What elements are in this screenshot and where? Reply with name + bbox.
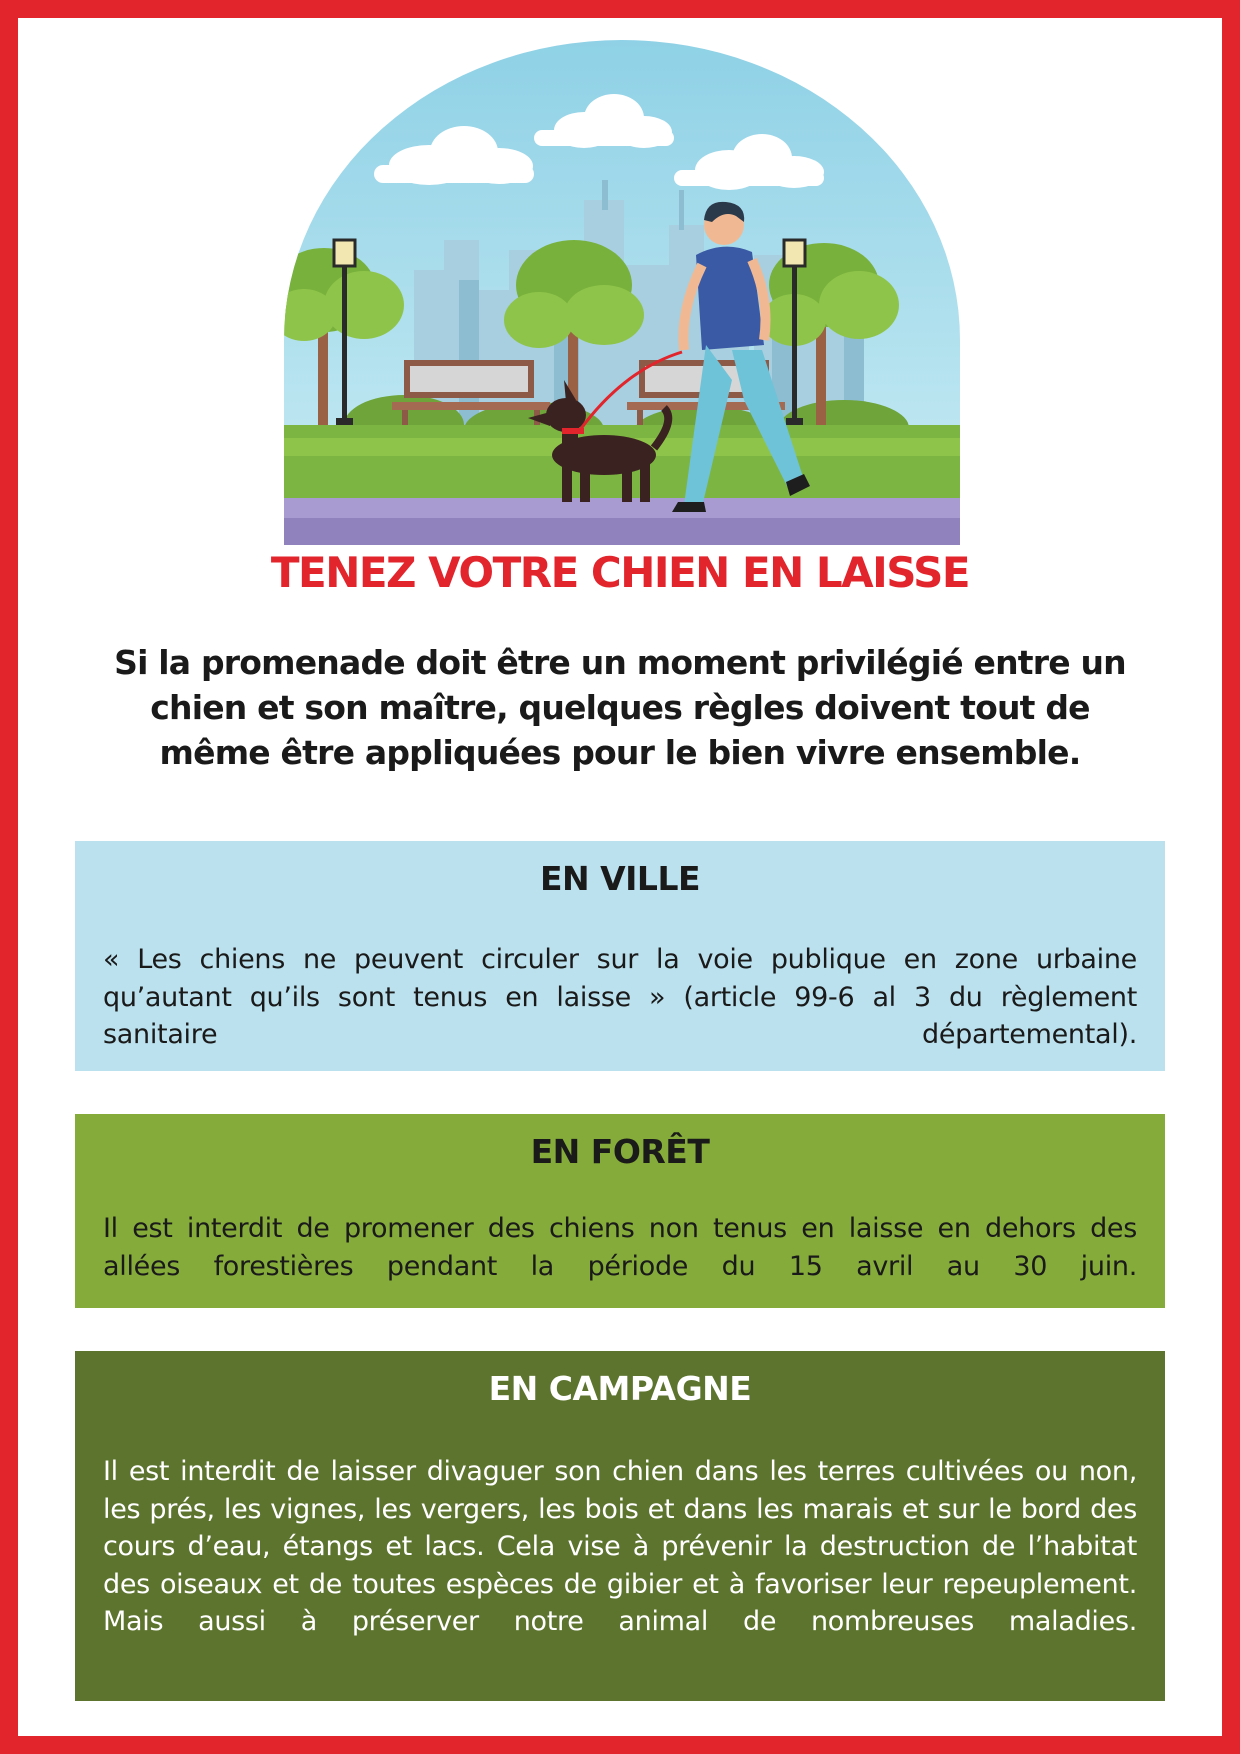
section-en-foret xyxy=(75,1114,1165,1308)
section-text: Il est interdit de laisser divaguer son chien dans les terres cultivées ou non, les prés, les vignes, les vergers, les bois et dans les marais et sur le bord des cours d’eau, étangs et lacs. Cela vise à prévenir la destruction de l’habitat des oiseaux et de toutes espèces de gibier et à favoriser leur repeuplement. Mais aussi à préserver notre animal de nombreuses maladies. xyxy=(103,1456,1137,1637)
section-heading: EN CAMPAGNE xyxy=(488,1369,752,1408)
intro-paragraph: Si la promenade doit être un moment privilégié entre un chien et son maître, quelques règles doivent tout de même être appliquées pour le bien vivre ensemble. xyxy=(114,643,1126,772)
dog-walking-illustration xyxy=(284,40,960,545)
section-text: Il est interdit de promener des chiens non tenus en laisse en dehors des allées forestières pendant la période du 15 avril au 30 juin. xyxy=(103,1213,1137,1282)
section-text: « Les chiens ne peuvent circuler sur la voie publique en zone urbaine qu’autant qu’ils sont tenus en laisse » (article 99-6 al 3 du règlement sanitaire départemental). xyxy=(103,944,1137,1050)
section-en-ville xyxy=(75,841,1165,1071)
section-heading: EN VILLE xyxy=(539,859,701,898)
section-en-campagne xyxy=(75,1351,1165,1701)
poster-title: TENEZ VOTRE CHIEN EN LAISSE xyxy=(270,548,970,597)
section-heading: EN FORÊT xyxy=(530,1132,710,1171)
